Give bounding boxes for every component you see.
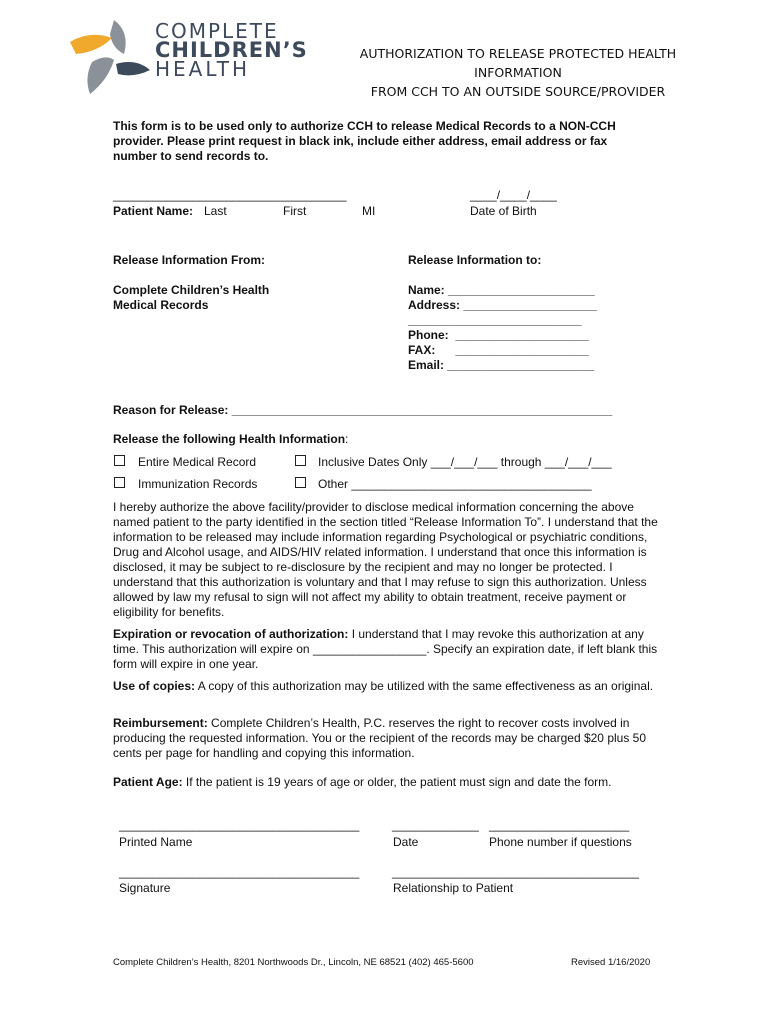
last-label: Last (204, 204, 227, 218)
logo-line-1: COMPLETE (155, 19, 279, 43)
option-other: Other ____________________________________ (318, 477, 592, 491)
release-from-line-2: Medical Records (113, 298, 209, 312)
copies-paragraph (113, 679, 658, 694)
logo-mark-icon (68, 18, 158, 98)
patient-name-line[interactable]: ___________________________________ (113, 188, 347, 202)
relationship-line[interactable]: _____________________________________ (392, 865, 639, 879)
signature-label: Signature (119, 881, 171, 895)
logo-petal-gray-left (87, 57, 114, 94)
date-line[interactable]: _____________ (392, 818, 479, 832)
release-to-fax[interactable]: FAX: ____________________ (408, 343, 589, 357)
title-line-3: FROM CCH TO AN OUTSIDE SOURCE/PROVIDER (370, 84, 666, 99)
option-inclusive-dates: Inclusive Dates Only ___/___/___ through ___/___/___ (318, 455, 612, 469)
release-to-heading: Release Information to: (408, 253, 542, 267)
form-title (352, 44, 684, 101)
checkbox-inclusive-dates[interactable] (295, 455, 306, 466)
copies-label: Use of copies: (113, 679, 196, 693)
checkbox-other[interactable] (295, 477, 306, 488)
patient-name-label: Patient Name: (113, 204, 194, 218)
authorization-text: I hereby authorize the above facility/provider to disclose medical information concerning the above named patient to the party identified in the section titled “Release Information To”. I understand that the information to be released may include information regarding Psychological or psychiatric conditions, Drug and Alcohol usage, and AIDS/HIV related information. I understand that once this information is disclosed, it may be subject to re-disclosure by the recipient and may no longer be protected. I understand that this authorization is voluntary and that I may refuse to sign this authorization. Unless allowed by law my refusal to sign will not affect my ability to obtain treatment, receive payment or eligibility for benefits. (113, 500, 658, 619)
health-info-heading (113, 432, 348, 447)
first-label: First (283, 204, 307, 218)
logo-petal-navy (116, 62, 150, 75)
signature-line[interactable]: ____________________________________ (119, 865, 360, 879)
footer-revised: Revised 1/16/2020 (571, 957, 651, 968)
health-info-heading-text: Release the following Health Information (113, 432, 346, 446)
release-from-heading: Release Information From: (113, 253, 266, 267)
release-from-line-1: Complete Children’s Health (113, 283, 270, 297)
reason-line[interactable]: _________________________________________________________ (231, 403, 613, 417)
expiration-label: Expiration or revocation of authorization: (113, 627, 349, 641)
printed-name-line[interactable]: ____________________________________ (119, 818, 360, 832)
option-entire-record: Entire Medical Record (138, 455, 257, 469)
age-text: If the patient is 19 years of age or older, the patient must sign and date the form. (182, 775, 612, 789)
reimbursement-paragraph (113, 716, 658, 761)
release-to-name[interactable]: Name: ______________________ (408, 283, 595, 297)
release-to-address-2[interactable]: __________________________ (408, 313, 582, 327)
age-label: Patient Age: (113, 775, 183, 789)
reason-label: Reason for Release: (113, 403, 232, 417)
title-line-2: INFORMATION (474, 65, 562, 80)
logo-line-3: HEALTH (155, 57, 251, 81)
phone-label: Phone number if questions (489, 835, 632, 849)
health-info-colon: : (345, 432, 349, 446)
option-immunization: Immunization Records (138, 477, 258, 491)
expiration-paragraph (113, 627, 658, 672)
logo-petal-gold (70, 35, 112, 54)
logo-wordmark (155, 19, 308, 81)
printed-name-label: Printed Name (119, 835, 193, 849)
title-line-1: AUTHORIZATION TO RELEASE PROTECTED HEALTH (359, 46, 677, 61)
reimbursement-text: Complete Children’s Health, P.C. reserves the right to recover costs involved in producing the requested information. You or the recipient of the records may be charged $20 plus 50 cents per page for handling and copying this information. (113, 716, 647, 760)
dob-label: Date of Birth (470, 204, 537, 218)
intro-text: This form is to be used only to authorize CCH to release Medical Records to a NON-CCH provider. Please print request in black ink, include either address, email address or fax number to send records to. (113, 119, 616, 163)
release-to-email[interactable]: Email: ______________________ (408, 358, 595, 372)
cch-logo (68, 18, 318, 98)
reimbursement-label: Reimbursement: (113, 716, 208, 730)
logo-line-2: CHILDREN’S (155, 38, 308, 62)
release-to-phone[interactable]: Phone: ____________________ (408, 328, 589, 342)
dob-line[interactable]: ____/____/____ (470, 188, 557, 202)
date-label: Date (393, 835, 419, 849)
footer-address: Complete Children’s Health, 8201 Northwoods Dr., Lincoln, NE 68521 (402) 465-5600 (113, 957, 474, 968)
age-paragraph (113, 775, 658, 790)
copies-text: A copy of this authorization may be utilized with the same effectiveness as an original. (195, 679, 654, 693)
mi-label: MI (362, 204, 376, 218)
release-to-address[interactable]: Address: ____________________ (408, 298, 597, 312)
checkbox-immunization[interactable] (114, 477, 125, 488)
checkbox-entire-record[interactable] (114, 455, 125, 466)
logo-petal-gray-top (110, 20, 126, 54)
reason-for-release (113, 403, 612, 418)
relationship-label: Relationship to Patient (393, 881, 514, 895)
phone-line[interactable]: _____________________ (489, 818, 630, 832)
expiration-text: I understand that I may revoke this authorization at any time. This authorization will expire on _________________. Specify an expiration date, if left blank this form will expire in one year. (113, 627, 658, 671)
